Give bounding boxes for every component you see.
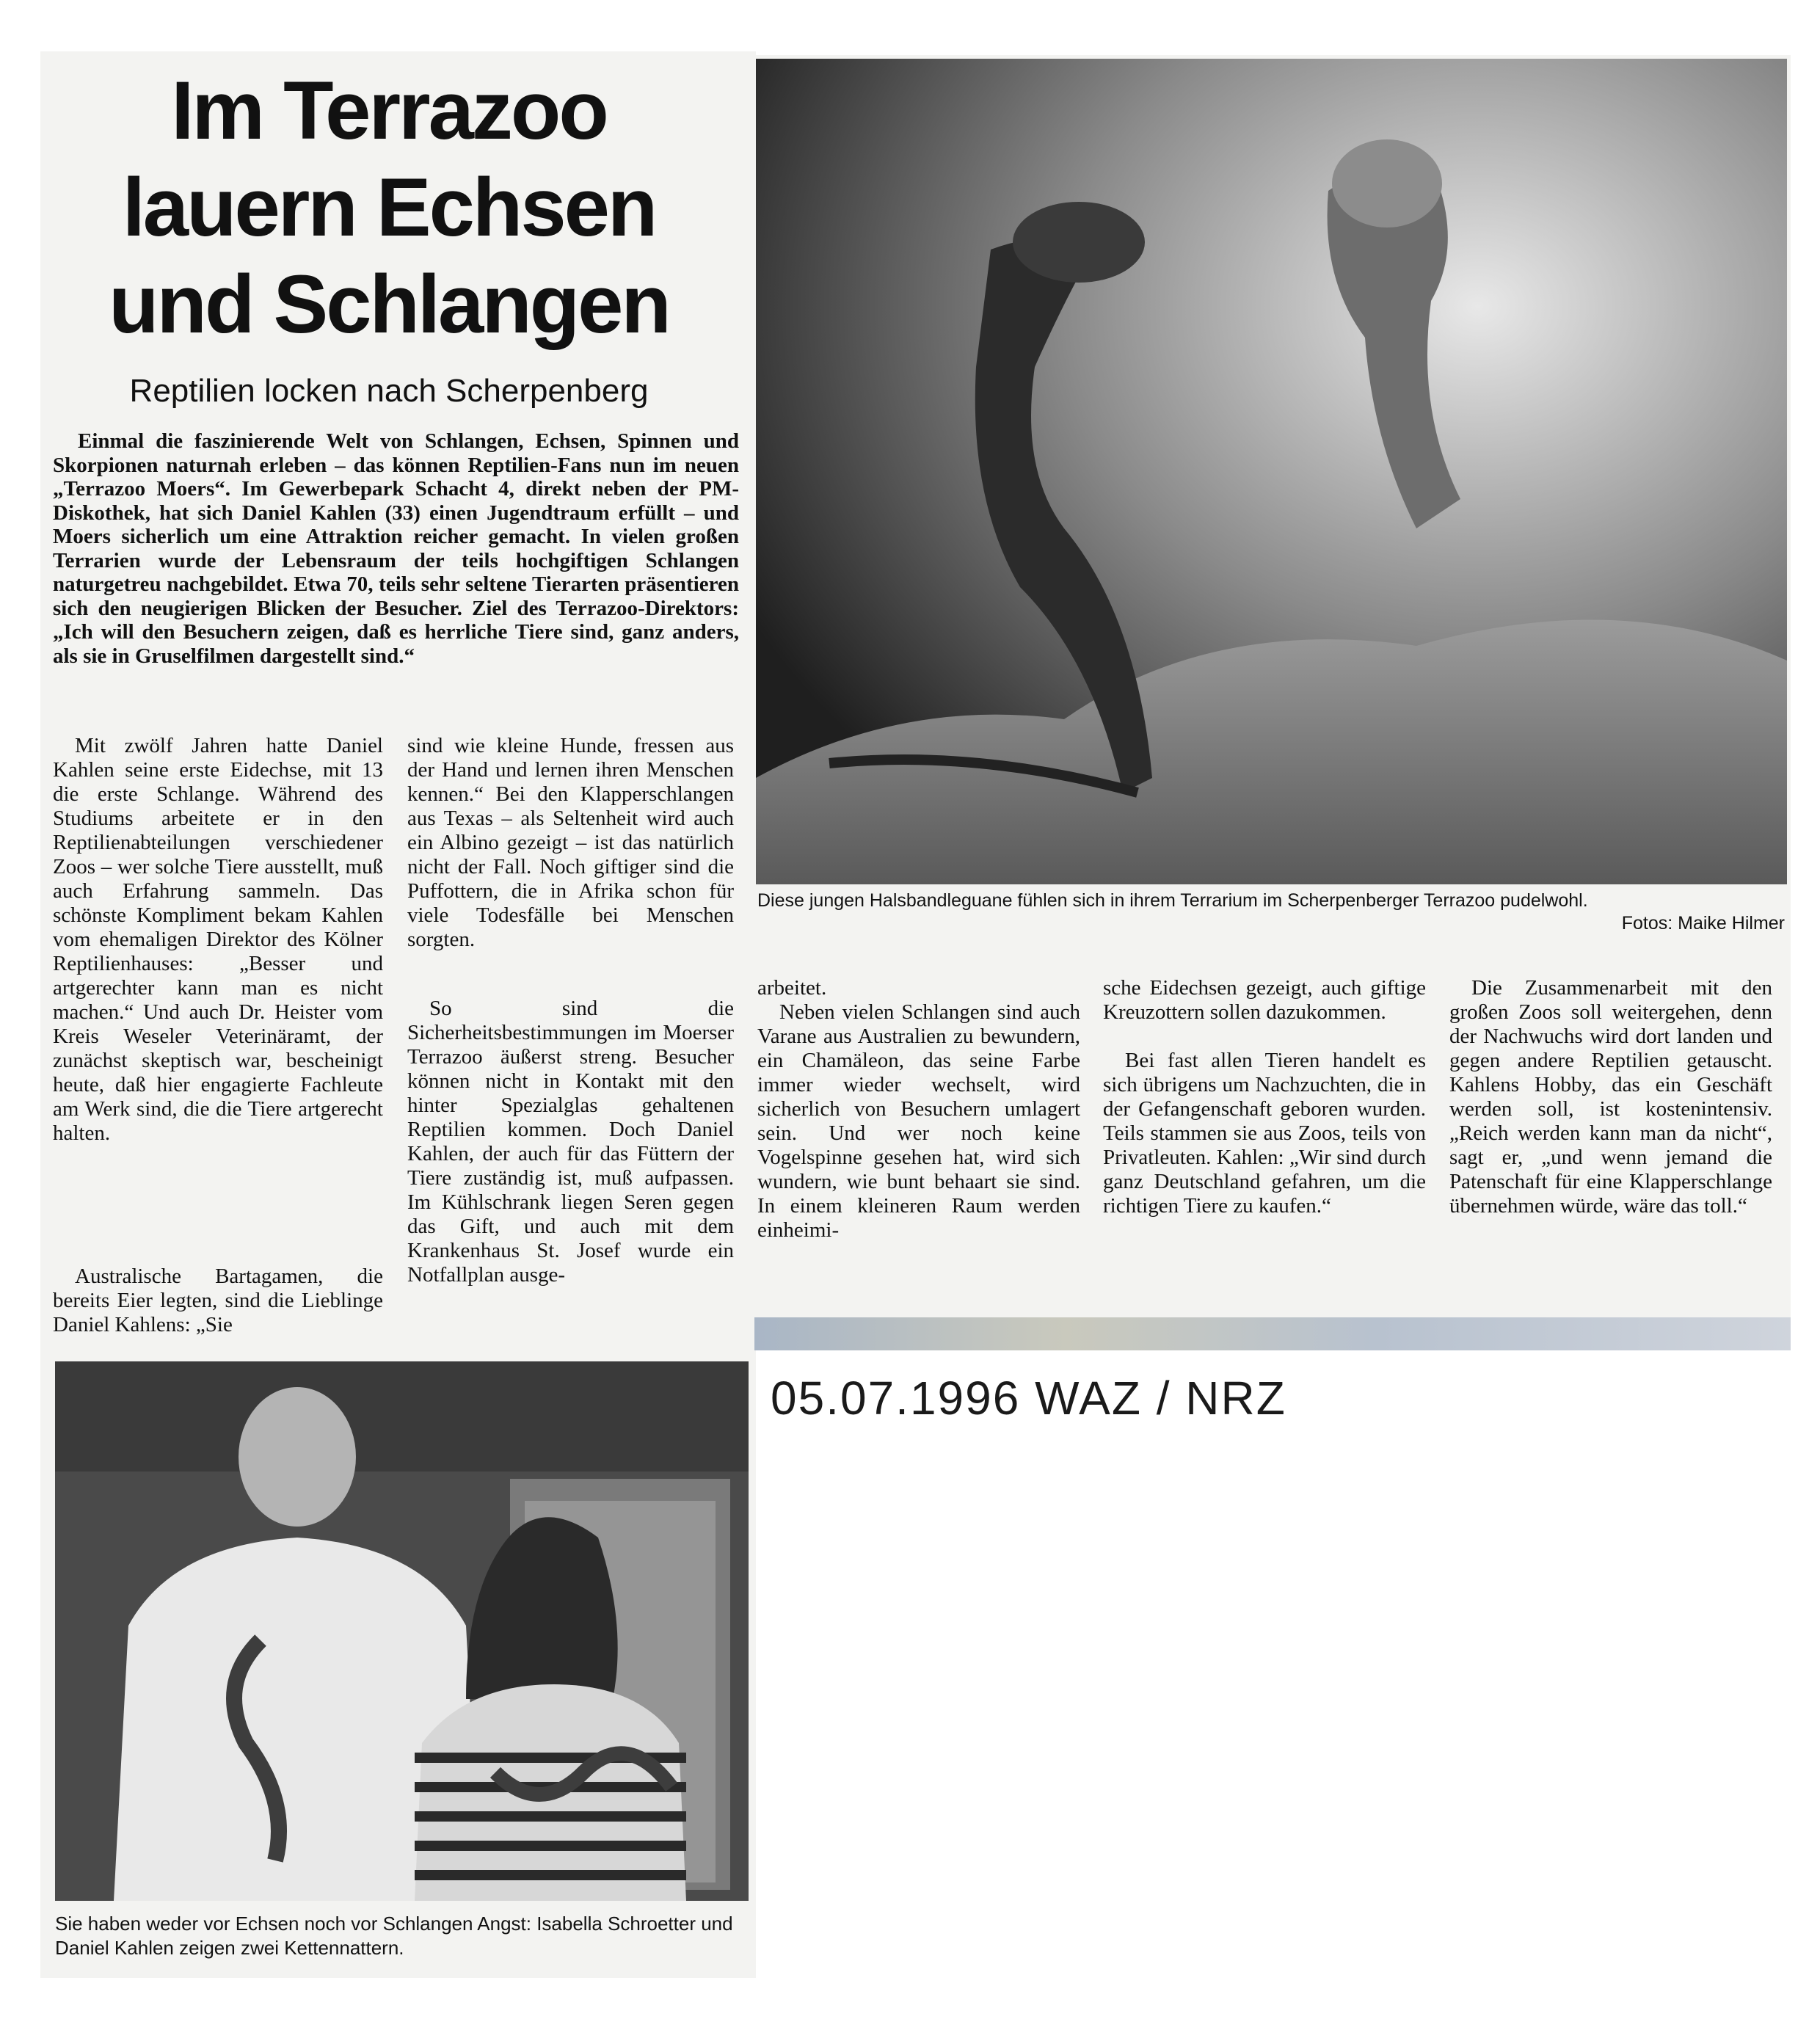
photo-lizards [756,59,1787,884]
column-2-paragraph: sind wie kleine Hunde, fressen aus der Hand und lernen ihren Menschen kennen.“ Bei den Klapperschlangen aus Texas – als Seltenheit wird auch ein Albino gezeigt – ist das natürlich nicht der Fall. Noch giftiger sind die Puffottern, die in Afrika schon für viele Todesfälle bei Menschen sorgten. [407,734,734,951]
column-1-paragraph: Mit zwölf Jahren hatte Daniel Kahlen seine erste Eidechse, mit 13 die erste Schlange. Während des Studiums arbeitete er in den Reptilienabteilungen verschiedener Zoos – wer solche Tiere ausstellt, muß auch Erfahrung sammeln. Das schönste Kompliment bekam Kahlen vom ehemaligen Direktor des Kölner Reptilienhauses: „Besser und artgerechter kann man es nicht machen.“ Und auch Dr. Heister vom Kreis Weseler Veterinäramt, der zunächst skeptisch war, bescheinigt heute, daß hier engagierte Fachleute am Werk sind, die die Tiere artgerecht halten. [53,734,383,1145]
headline-line-1: Im Terrazoo [171,65,607,156]
headline [44,62,734,353]
photo-lizards-caption-text: Diese jungen Halsbandleguane fühlen sich in ihrem Terrarium im Scherpenberger Terrazoo pudelwohl. [757,890,1588,911]
people-snakes-image [55,1361,749,1901]
publication-date-note: 05.07.1996 WAZ / NRZ [771,1372,1286,1425]
photo-people-snakes [55,1361,749,1901]
column-4-paragraph-2: Bei fast allen Tieren handelt es sich übrigens um Nachzuchten, die in der Gefangenschaft geboren wurden. Teils stammen sie aus Zoos, teils von Privatleuten. Kahlen: „Wir sind durch ganz Deutschland gefahren, um die richtigen Tiere zu kaufen.“ [1103,1049,1426,1218]
subheadline: Reptilien locken nach Scherpenberg [129,373,649,409]
column-5-paragraph: Die Zusammenarbeit mit den großen Zoos soll weitergehen, denn der Nachwuchs wird dort landen und gegen andere Reptilien getauscht. Kahlens Hobby, das ein Geschäft werden soll, ist kostenintensiv. „Reich werden kann man da nicht“, sagt er, „und wenn jemand die Patenschaft für eine Klapperschlange übernehmen würde, wäre das toll.“ [1449,976,1772,1218]
photo-credit: Fotos: Maike Hilmer [1621,913,1785,934]
column-4-paragraph: sche Eidechsen gezeigt, auch giftige Kreuzottern sollen dazukommen. [1103,976,1426,1024]
headline-line-2: lauern Echsen [122,161,656,253]
column-1-paragraph-2: Australische Bartagamen, die bereits Eier legten, sind die Lieblinge Daniel Kahlens: „Sie [53,1265,383,1336]
column-2-paragraph-2: So sind die Sicherheitsbestimmungen im Moerser Terrazoo äußerst streng. Besucher können nicht in Kontakt mit den hinter Spezialglas gehaltenen Reptilien kommen. Doch Daniel Kahlen, der auch für das Füttern der Tiere zuständig ist, muß aufpassen. Im Kühlschrank liegen Seren gegen das Gift, und auch mit dem Krankenhaus St. Josef wurde ein Notfallplan ausge- [407,997,734,1287]
photo-people-caption: Sie haben weder vor Echsen noch vor Schlangen Angst: Isabella Schroetter und Daniel Kahlen zeigen zwei Kettennattern. [55,1913,733,1959]
column-3-paragraph-2: Neben vielen Schlangen sind auch Varane aus Australien zu bewundern, ein Chamäleon, das seine Farbe immer wieder wechselt, wird sicherlich von Besuchern umlagert sein. Und wer noch keine Vogelspinne gesehen hat, wird sich wundern, wie bunt behaart sie sind. In einem kleineren Raum werden einheimi- [757,1000,1080,1242]
column-3-paragraph: arbeitet. [757,976,827,1000]
lead-paragraph: Einmal die faszinierende Welt von Schlangen, Echsen, Spinnen und Skorpionen naturnah erleben – das können Reptilien-Fans nun im neuen „Terrazoo Moers“. Im Gewerbepark Schacht 4, direkt neben der PM-Diskothek, hat sich Daniel Kahlen (33) einen Jugendtraum erfüllt – und Moers sicherlich um eine Attraktion reicher gemacht. In vielen großen Terrarien wurde der Lebensraum der teils hochgiftigen Schlangen naturgetreu nachgebildet. Etwa 70, teils sehr seltene Tierarten präsentieren sich den neugierigen Blicken der Besucher. Ziel des Terrazoo-Direktors: „Ich will den Besuchern zeigen, daß es herrliche Tiere sind, ganz anders, als sie in Gruselfilmen dargestellt sind.“ [53,429,739,668]
headline-line-3: und Schlangen [109,258,669,350]
photo-lizards-caption [757,889,1785,935]
lizards-image [756,59,1787,884]
scan-edge-strip [754,1317,1791,1350]
